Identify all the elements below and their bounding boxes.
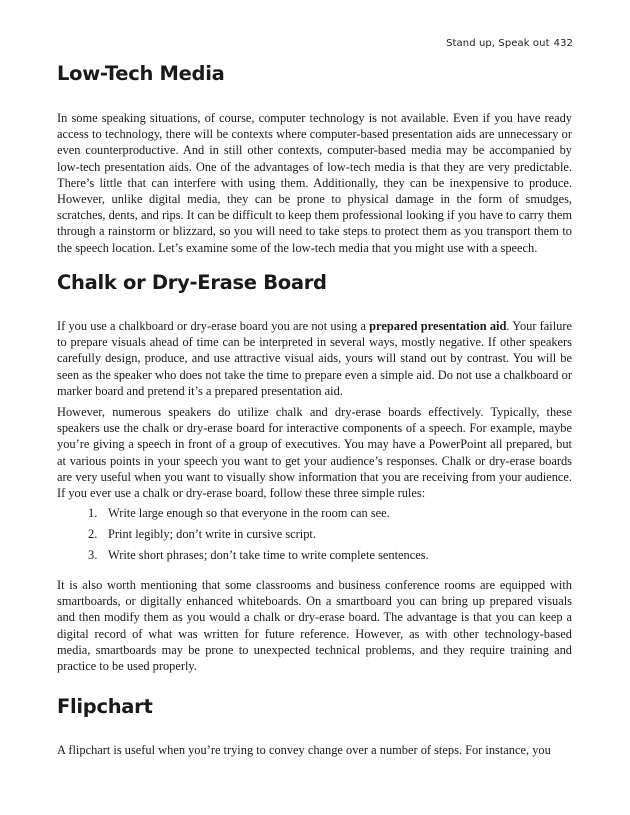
paragraph-chalk-1	[57, 318, 572, 399]
list-item-number: 1.	[88, 506, 98, 520]
section-heading-low-tech-media: Low-Tech Media	[57, 62, 225, 85]
list-item-text: Print legibly; don’t write in cursive script.	[108, 527, 316, 541]
running-title: Stand up, Speak out	[446, 38, 550, 49]
list-item-number: 3.	[88, 548, 98, 562]
paragraph-chalk-1-start: If you use a chalkboard or dry-erase board you are not using a	[57, 319, 370, 333]
list-item	[88, 526, 429, 547]
section-heading-flipchart: Flipchart	[57, 695, 153, 718]
paragraph-chalk-2: However, numerous speakers do utilize chalk and dry-erase boards effectively. Typically, these speakers use the chalk or dry-erase board for interactive components of a speech. For example, maybe you’re giving a speech in front of a group of executives. You may have a PowerPoint all prepared, but at various points in your speech you want to get your audience’s responses. Chalk or dry-erase boards are very useful when you want to visually show information that you are receiving from your audience. If you ever use a chalk or dry-erase board, follow these three simple rules:	[57, 405, 572, 501]
list-item-number: 2.	[88, 527, 98, 541]
list-item-text: Write large enough so that everyone in the room can see.	[108, 506, 390, 520]
list-item	[88, 547, 429, 568]
paragraph-low-tech-intro: In some speaking situations, of course, computer technology is not available. Even if you have ready access to technology, there will be contexts where computer-based presentation aids are unnecessary or even counterproductive. And in still other contexts, computer-based media may be accompanied by low-tech presentation aids. One of the advantages of low-tech media is that they are very predictable. There’s little that can interfere with using them. Additionally, they can be inexpensive to produce. However, unlike digital media, they can be prone to physical damage in the form of smudges, scratches, dents, and rips. It can be difficult to keep them professional looking if you have to carry them through a rainstorm or blizzard, so you will need to take steps to protect them as you transport them to the speech location. Let’s examine some of the low-tech media that you might use with a speech.	[57, 111, 572, 255]
rules-list	[88, 505, 429, 568]
bold-term-prepared-aid: prepared presentation aid	[369, 319, 507, 333]
list-item-text: Write short phrases; don’t take time to write complete sentences.	[108, 548, 429, 562]
running-header	[446, 38, 573, 49]
page-number: 432	[553, 38, 573, 49]
paragraph-flipchart: A flipchart is useful when you’re trying to convey change over a number of steps. For instance, you	[57, 743, 551, 757]
paragraph-smartboards: It is also worth mentioning that some classrooms and business conference rooms are equipped with smartboards, or digitally enhanced whiteboards. On a smartboard you can bring up prepared visuals and then modify them as you would a chalk or dry-erase board. The advantage is that you can keep a digital record of what was written for future reference. However, as with other technology-based media, smartboards may be prone to unexpected technical problems, and they require training and practice to be used properly.	[57, 578, 572, 674]
list-item	[88, 505, 429, 526]
section-heading-chalk-board: Chalk or Dry-Erase Board	[57, 271, 327, 294]
paragraph-chalk-1-end: . Your failure to prepare visuals ahead of time can be interpreted in several ways, mostly negative. If other speakers carefully design, produce, and use attractive visual aids, yours will stand out by contrast. You will be seen as the speaker who does not take the time to prepare even a simple aid. Do not use a chalkboard or marker board and pretend it’s a prepared presentation aid.	[57, 319, 573, 398]
